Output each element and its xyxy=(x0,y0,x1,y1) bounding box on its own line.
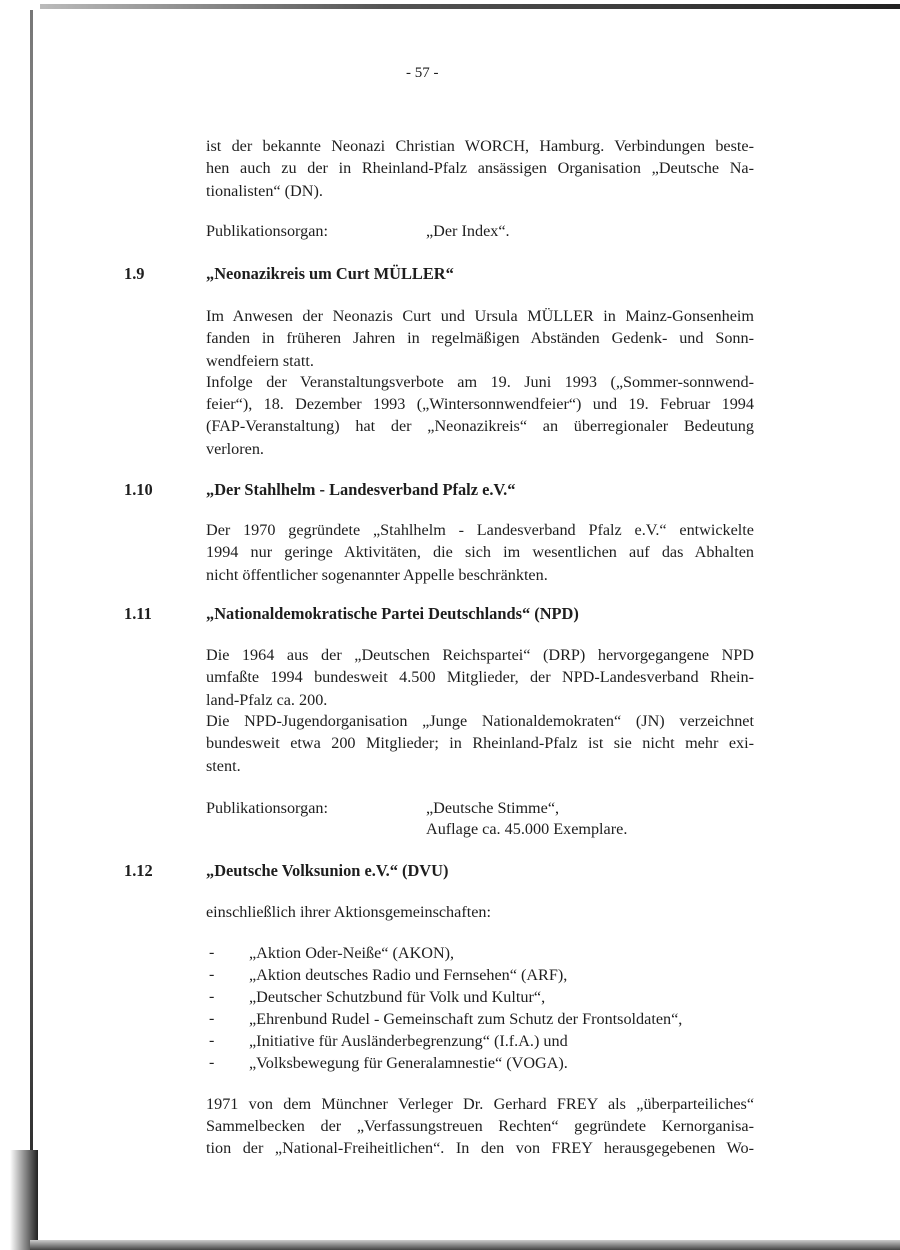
publication-label: Publikationsorgan: xyxy=(206,222,329,240)
list-intro: einschließlich ihrer Aktionsgemeinschaften: xyxy=(206,903,491,921)
publication-label: Publikationsorgan: xyxy=(206,799,329,817)
scan-bottom-edge xyxy=(30,1240,900,1250)
paragraph-line: verloren. xyxy=(206,440,264,458)
section-number: 1.11 xyxy=(124,604,152,623)
list-item: „Aktion Oder-Neiße“ (AKON), xyxy=(249,944,455,962)
list-bullet: - xyxy=(209,966,215,983)
paragraph-line: hen auch zu der in Rheinland-Pfalz ansässigen Organisation „Deutsche Na- xyxy=(206,159,754,177)
list-item: „Volksbewegung für Generalamnestie“ (VOGA). xyxy=(249,1054,568,1072)
paragraph-line: Im Anwesen der Neonazis Curt und Ursula MÜLLER in Mainz-Gonsenheim xyxy=(206,307,754,325)
paragraph-line: bundesweit etwa 200 Mitglieder; in Rheinland-Pfalz ist sie nicht mehr exi- xyxy=(206,734,754,752)
scan-corner-shadow xyxy=(10,1150,38,1250)
section-heading: „Nationaldemokratische Partei Deutschlands“ (NPD) xyxy=(206,604,579,623)
list-bullet: - xyxy=(209,944,215,961)
list-bullet: - xyxy=(209,1010,215,1027)
paragraph-line: nicht öffentlicher sogenannter Appelle beschränkten. xyxy=(206,566,548,584)
paragraph-line: Der 1970 gegründete „Stahlhelm - Landesverband Pfalz e.V.“ entwickelte xyxy=(206,521,754,539)
paragraph-line: 1994 nur geringe Aktivitäten, die sich im wesentlichen auf das Abhalten xyxy=(206,543,754,561)
section-number: 1.9 xyxy=(124,264,145,283)
list-item: „Initiative für Ausländerbegrenzung“ (I.f.A.) und xyxy=(249,1032,568,1050)
paragraph-line: tion der „National-Freiheitlichen“. In den von FREY herausgegebenen Wo- xyxy=(206,1139,754,1157)
list-bullet: - xyxy=(209,1054,215,1071)
paragraph-line: stent. xyxy=(206,757,241,775)
list-item: „Deutscher Schutzbund für Volk und Kultur“, xyxy=(249,988,546,1006)
section-number: 1.12 xyxy=(124,861,153,880)
paragraph-line: wendfeiern statt. xyxy=(206,352,314,370)
paragraph-line: 1971 von dem Münchner Verleger Dr. Gerhard FREY als „überparteiliches“ xyxy=(206,1095,754,1113)
section-number: 1.10 xyxy=(124,480,153,499)
scan-left-edge xyxy=(30,10,33,1240)
list-item: „Aktion deutsches Radio und Fernsehen“ (ARF), xyxy=(249,966,568,984)
list-item: „Ehrenbund Rudel - Gemeinschaft zum Schutz der Frontsoldaten“, xyxy=(249,1010,683,1028)
paragraph-line: (FAP-Veranstaltung) hat der „Neonazikreis“ an überregionaler Bedeutung xyxy=(206,417,754,435)
paragraph-line: ist der bekannte Neonazi Christian WORCH, Hamburg. Verbindungen beste- xyxy=(206,137,754,155)
paragraph-line: tionalisten“ (DN). xyxy=(206,182,323,200)
scan-top-edge xyxy=(40,4,900,9)
page-number: - 57 - xyxy=(406,65,439,81)
paragraph-line: umfaßte 1994 bundesweit 4.500 Mitglieder, der NPD-Landesverband Rhein- xyxy=(206,668,754,686)
publication-value: „Der Index“. xyxy=(426,222,510,240)
publication-circulation: Auflage ca. 45.000 Exemplare. xyxy=(426,820,628,838)
paragraph-line: feier“), 18. Dezember 1993 („Wintersonnwendfeier“) und 19. Februar 1994 xyxy=(206,395,754,413)
paragraph-line: Sammelbecken der „Verfassungstreuen Rechten“ gegründete Kernorganisa- xyxy=(206,1117,754,1135)
paragraph-line: Die 1964 aus der „Deutschen Reichspartei“ (DRP) hervorgegangene NPD xyxy=(206,646,754,664)
paragraph-line: Infolge der Veranstaltungsverbote am 19. Juni 1993 („Sommer-sonnwend- xyxy=(206,373,754,391)
paragraph-line: land-Pfalz ca. 200. xyxy=(206,691,328,709)
paragraph-line: fanden in früheren Jahren in regelmäßigen Abständen Gedenk- und Sonn- xyxy=(206,329,754,347)
publication-value: „Deutsche Stimme“, xyxy=(426,799,560,817)
section-heading: „Der Stahlhelm - Landesverband Pfalz e.V.“ xyxy=(206,480,516,499)
section-heading: „Neonazikreis um Curt MÜLLER“ xyxy=(206,264,454,283)
list-bullet: - xyxy=(209,988,215,1005)
paragraph-line: Die NPD-Jugendorganisation „Junge Nationaldemokraten“ (JN) verzeichnet xyxy=(206,712,754,730)
section-heading: „Deutsche Volksunion e.V.“ (DVU) xyxy=(206,861,449,880)
list-bullet: - xyxy=(209,1032,215,1049)
